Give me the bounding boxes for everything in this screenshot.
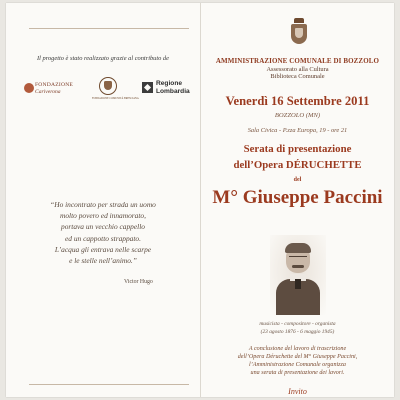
sponsor-logos <box>24 77 194 103</box>
regione-line2: Lombardia <box>156 88 190 95</box>
quote-line: L’acqua gli entrava nelle scarpe <box>54 244 152 254</box>
event-city: BOZZOLO (MN) <box>274 112 321 119</box>
event-date: Venerdì 16 Settembre 2011 <box>225 94 370 108</box>
portrait-tie <box>295 279 301 289</box>
fondazione-mark-icon <box>24 83 34 93</box>
event-venue: Sala Civica - P.zza Europa, 19 - ore 21 <box>247 127 348 134</box>
left-panel <box>6 3 200 397</box>
serata-line2: dell’Opera DÉRUCHETTE <box>233 159 362 171</box>
project-note: Il progetto è stato realizzato grazie al contributo de <box>37 55 169 62</box>
admin-title: AMMINISTRAZIONE COMUNALE DI BOZZOLO <box>215 57 380 65</box>
conclusion-line: A conclusione del lavoro di trascrizione <box>248 346 347 352</box>
maestro-life-dates: (23 agosto 1876 - 6 maggio 1945) <box>260 329 335 335</box>
maestro-name: M° Giuseppe Paccini <box>212 187 383 208</box>
quote-author: Victor Hugo <box>124 279 153 285</box>
conclusion-line: una serata di presentazione dei lavori. <box>250 370 345 376</box>
conclusion-line: dell’Opera Déruchette del M° Giuseppe Paccini, <box>237 354 358 360</box>
top-rule <box>29 28 189 29</box>
portrait-hair <box>285 243 311 253</box>
portrait-glasses <box>289 256 307 261</box>
invito-label: Invito <box>288 387 307 396</box>
seal-caption: FONDAZIONE COMUNITÀ BRESCIANA <box>92 97 139 100</box>
bottom-rule <box>29 384 189 385</box>
conclusion-line: l’Amministrazione Comunale organizza <box>249 362 346 368</box>
right-panel <box>201 3 394 397</box>
quote-line: “Ho incontrato per strada un uomo <box>50 200 156 209</box>
crest-crown <box>294 18 304 23</box>
coat-of-arms-icon <box>291 18 307 52</box>
crest-shield <box>291 24 307 44</box>
hugo-quote <box>26 199 180 266</box>
quote-line: ed un cappotto strappato. <box>65 233 141 243</box>
fondazione-line2: Cariverona <box>35 89 61 95</box>
regione-line1: Regione <box>156 80 183 87</box>
paccini-portrait <box>270 235 326 315</box>
del-word: del <box>293 177 302 183</box>
regione-lombardia-logo <box>142 77 194 103</box>
serata-line1: Serata di presentazione <box>243 143 352 155</box>
fondazione-line1: FONDAZIONE <box>35 82 74 88</box>
fondazione-cariverona-logo <box>24 77 72 103</box>
portrait-mustache <box>292 265 304 268</box>
dept-line2: Biblioteca Comunale <box>270 73 325 80</box>
maestro-roles: musicista - compositore - organista <box>259 321 336 327</box>
quote-line: molto povero ed innamorato, <box>60 211 146 221</box>
seal-logo <box>92 77 139 103</box>
seal-icon <box>99 77 117 95</box>
quote-line: portava un vecchio cappello <box>61 222 145 232</box>
dept-line1: Assessorato alla Cultura <box>266 66 329 73</box>
quote-line: e le stelle nell’animo.” <box>69 256 137 266</box>
regione-mark-icon <box>142 82 153 93</box>
